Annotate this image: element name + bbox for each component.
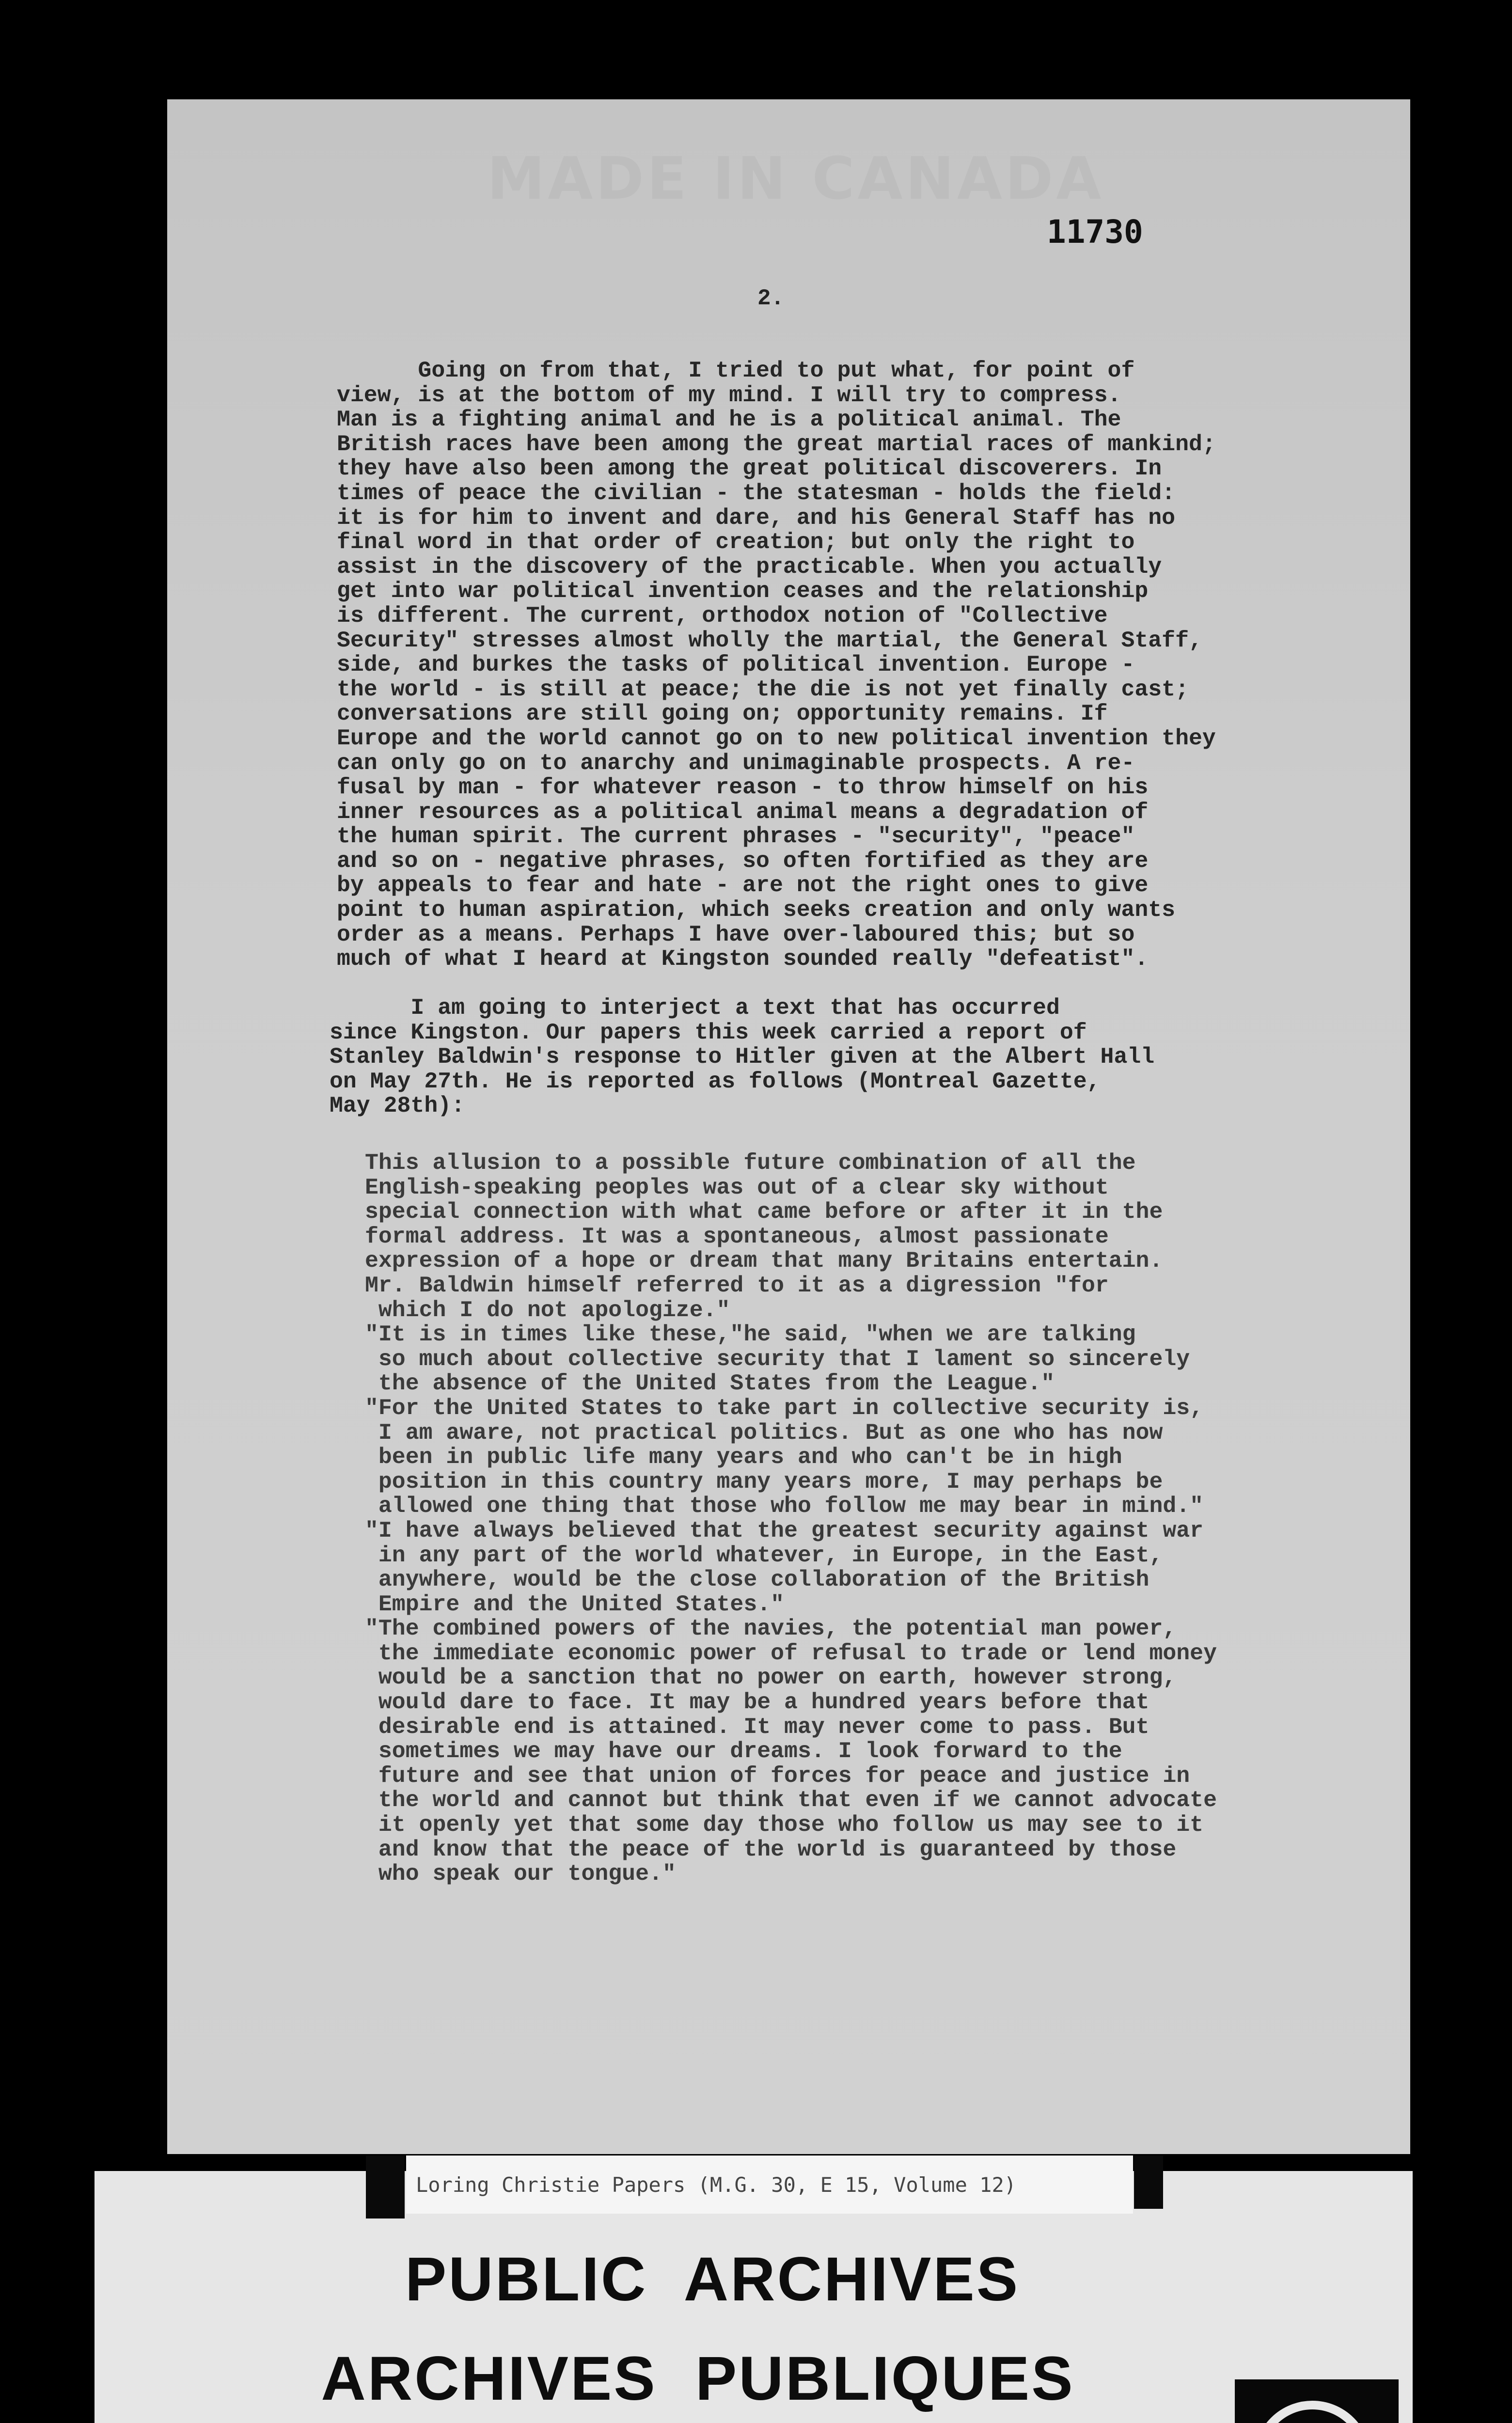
text-line: allowed one thing that those who follow me may bear in mind." — [365, 1493, 1204, 1519]
text-line: order as a means. Perhaps I have over-laboured this; but so — [337, 921, 1135, 947]
text-line: and so on - negative phrases, so often fortified as they are — [337, 848, 1149, 874]
text-line: anywhere, would be the close collaboration of the British — [365, 1567, 1150, 1593]
text-line: final word in that order of creation; but only the right to — [337, 529, 1135, 555]
paragraph-1 — [337, 359, 1216, 972]
text-line: is different. The current, orthodox notion of "Collective — [337, 602, 1108, 629]
text-line: conversations are still going on; opportunity remains. If — [337, 701, 1108, 727]
text-line: "The combined powers of the navies, the potential man power, — [365, 1616, 1177, 1642]
text-line: Man is a fighting animal and he is a political animal. The — [337, 407, 1121, 433]
text-line: in any part of the world whatever, in Europe, in the East, — [365, 1542, 1163, 1568]
text-line: "I have always believed that the greatest security against war — [365, 1517, 1204, 1543]
paragraph-2 — [330, 996, 1154, 1118]
text-line: it is for him to invent and dare, and his General Staff has no — [337, 504, 1176, 531]
label-tab-left — [366, 2156, 405, 2218]
text-line: and know that the peace of the world is guaranteed by those — [365, 1836, 1177, 1862]
document-page — [167, 99, 1410, 2154]
text-line: "For the United States to take part in collective security is, — [365, 1395, 1204, 1421]
text-line: would be a sanction that no power on earth, however strong, — [365, 1665, 1177, 1691]
text-line: much of what I heard at Kingston sounded really "defeatist". — [337, 946, 1149, 972]
baldwin-quotation — [365, 1151, 1217, 1887]
text-line: which I do not apologize." — [365, 1297, 730, 1323]
text-line: Mr. Baldwin himself referred to it as a digression "for — [365, 1272, 1109, 1298]
text-line: I am going to interject a text that has occurred — [330, 995, 1060, 1021]
page-number: 2. — [757, 286, 785, 311]
text-line: Empire and the United States." — [365, 1591, 785, 1617]
text-line: get into war political invention ceases and the relationship — [337, 578, 1149, 604]
text-line: the world and cannot but think that even if we cannot advocate — [365, 1787, 1217, 1813]
text-line: they have also been among the great political discoverers. In — [337, 456, 1162, 482]
archives-title-french: ARCHIVES PUBLIQUES — [321, 2344, 1075, 2413]
text-line: point to human aspiration, which seeks creation and only wants — [337, 897, 1176, 923]
text-line: desirable end is attained. It may never come to pass. But — [365, 1714, 1150, 1740]
text-line: the human spirit. The current phrases - "security", "peace" — [337, 823, 1135, 850]
text-line: so much about collective security that I lament so sincerely — [365, 1346, 1190, 1372]
text-line: inner resources as a political animal means a degradation of — [337, 799, 1149, 825]
text-line: would dare to face. It may be a hundred years before that — [365, 1689, 1150, 1715]
text-line: on May 27th. He is reported as follows (Montreal Gazette, — [330, 1068, 1101, 1094]
text-line: Going on from that, I tried to put what, for point of — [337, 358, 1135, 383]
text-line: position in this country many years more, I may perhaps be — [365, 1468, 1163, 1495]
text-line: future and see that union of forces for peace and justice in — [365, 1762, 1190, 1789]
text-line: Stanley Baldwin's response to Hitler given at the Albert Hall — [330, 1044, 1155, 1070]
text-line: assist in the discovery of the practicable. When you actually — [337, 553, 1162, 580]
text-line: since Kingston. Our papers this week carried a report of — [330, 1019, 1087, 1045]
text-line: side, and burkes the tasks of political invention. Europe - — [337, 652, 1135, 678]
text-line: British races have been among the great martial races of mankind; — [337, 431, 1216, 457]
page-reference-number: 11730 — [1047, 213, 1143, 251]
text-line: formal address. It was a spontaneous, almost passionate — [365, 1223, 1109, 1249]
text-line: view, is at the bottom of my mind. I will try to compress. — [337, 382, 1121, 408]
text-line: fusal by man - for whatever reason - to throw himself on his — [337, 774, 1149, 801]
text-line: English-speaking peoples was out of a clear sky without — [365, 1174, 1109, 1200]
text-line: Europe and the world cannot go on to new political invention they — [337, 725, 1216, 751]
archives-title-english: PUBLIC ARCHIVES — [405, 2245, 1020, 2314]
text-line: Security" stresses almost wholly the martial, the General Staff, — [337, 627, 1202, 653]
faint-stamp: MADE IN CANADA — [487, 145, 1104, 213]
collection-reference-label — [406, 2156, 1133, 2214]
text-line: special connection with what came before or after it in the — [365, 1199, 1163, 1225]
text-line: I am aware, not practical politics. But as one who has now — [365, 1419, 1163, 1446]
text-line: "It is in times like these,"he said, "when we are talking — [365, 1322, 1136, 1348]
text-line: who speak our tongue." — [365, 1861, 676, 1887]
label-tab-right — [1134, 2156, 1163, 2209]
text-line: the world - is still at peace; the die is not yet finally cast; — [337, 676, 1189, 702]
text-line: can only go on to anarchy and unimaginable prospects. A re- — [337, 750, 1135, 776]
text-line: This allusion to a possible future combination of all the — [365, 1150, 1136, 1176]
text-line: times of peace the civilian - the statesman - holds the field: — [337, 480, 1176, 506]
text-line: by appeals to fear and hate - are not the right ones to give — [337, 872, 1149, 898]
text-line: it openly yet that some day those who follow us may see to it — [365, 1812, 1204, 1838]
text-line: been in public life many years and who can't be in high — [365, 1444, 1122, 1470]
text-line: May 28th): — [330, 1093, 465, 1119]
text-line: sometimes we may have our dreams. I look forward to the — [365, 1738, 1122, 1764]
public-archives-canada-logo-icon — [1235, 2379, 1399, 2423]
text-line: the absence of the United States from the League." — [365, 1370, 1055, 1397]
text-line: expression of a hope or dream that many Britains entertain. — [365, 1248, 1163, 1274]
text-line: the immediate economic power of refusal to trade or lend money — [365, 1640, 1217, 1666]
collection-reference-text: Loring Christie Papers (M.G. 30, E 15, Volume 12) — [416, 2173, 1017, 2197]
